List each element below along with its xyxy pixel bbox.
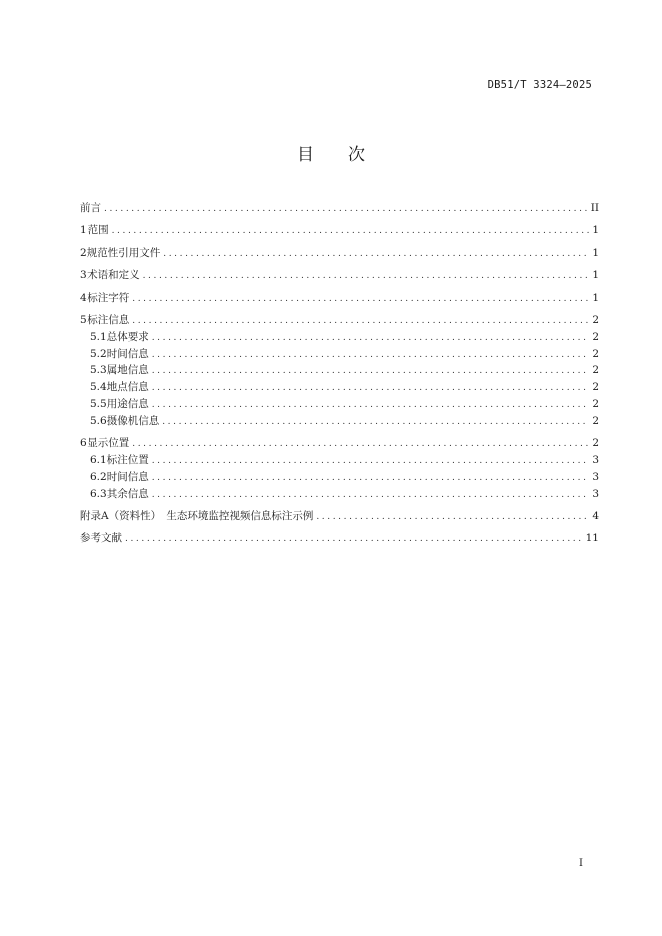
- toc-dot-leader: [125, 531, 583, 548]
- toc-entry-label: 属地信息: [106, 364, 149, 377]
- toc-dot-leader: [143, 268, 590, 285]
- toc-entry-number: 4: [80, 291, 87, 304]
- toc-entry-page: 1: [592, 224, 599, 237]
- toc-entry-number: 5.3: [90, 364, 107, 377]
- toc-entry-page: 1: [592, 246, 599, 259]
- toc-dot-leader: [152, 330, 590, 347]
- toc-entry-number: 5.1: [90, 330, 107, 343]
- toc-entry[interactable]: [80, 486, 599, 503]
- toc-dot-leader: [316, 509, 589, 526]
- toc-entry-label: 其余信息: [106, 487, 149, 500]
- toc-dot-leader: [132, 436, 589, 453]
- toc-entry[interactable]: [80, 469, 599, 486]
- toc-entry-number: 5.5: [90, 397, 107, 410]
- toc-entry[interactable]: [80, 245, 599, 262]
- toc-entry[interactable]: [80, 452, 599, 469]
- toc-entry[interactable]: [80, 200, 599, 217]
- toc-entry-page: 2: [592, 313, 599, 326]
- toc-entry-number: 5.2: [90, 347, 107, 360]
- toc-entry[interactable]: [80, 267, 599, 284]
- toc-dot-leader: [152, 347, 590, 364]
- toc-entry-page: 11: [585, 532, 599, 545]
- toc-entry[interactable]: [80, 222, 599, 239]
- toc-entry-label: 摄像机信息: [106, 414, 160, 427]
- toc-entry-label: 时间信息: [106, 347, 149, 360]
- toc-entry-label: 总体要求: [106, 330, 149, 343]
- toc-dot-leader: [104, 201, 588, 218]
- toc-entry-page: 4: [592, 509, 599, 522]
- toc-dot-leader: [163, 246, 589, 263]
- toc-entry[interactable]: [80, 346, 599, 363]
- document-code: DB51/T 3324—2025: [487, 79, 592, 91]
- toc-entry-number: 5.6: [90, 414, 107, 427]
- toc-entry-page: 2: [592, 364, 599, 377]
- toc-entry-number: 5.4: [90, 381, 107, 394]
- toc-entry-label: 参考文献: [80, 532, 122, 545]
- toc-entry[interactable]: [80, 312, 599, 329]
- toc-entry[interactable]: [80, 530, 599, 547]
- toc-dot-leader: [112, 223, 590, 240]
- toc-dot-leader: [152, 487, 590, 504]
- toc-entry-page: 2: [592, 397, 599, 410]
- toc-entry-number: 6.2: [90, 470, 107, 483]
- toc-dot-leader: [132, 291, 589, 308]
- toc-entry-number: 6.1: [90, 453, 107, 466]
- toc-entry-label: 时间信息: [106, 470, 149, 483]
- toc-entry[interactable]: [80, 290, 599, 307]
- toc-entry[interactable]: [80, 413, 599, 430]
- page-number: I: [579, 858, 583, 869]
- toc-entry[interactable]: [80, 379, 599, 396]
- toc-entry-page: 2: [592, 381, 599, 394]
- toc-entry-label: 显示位置: [87, 437, 130, 450]
- toc-entry[interactable]: [80, 396, 599, 413]
- toc-dot-leader: [132, 313, 589, 330]
- toc-entry-label: 规范性引用文件: [86, 246, 161, 259]
- toc-entry-label: 用途信息: [106, 397, 149, 410]
- toc-entry-label: 术语和定义: [87, 269, 140, 282]
- toc-dot-leader: [152, 397, 590, 414]
- toc-entry-label: 前言: [80, 202, 101, 214]
- toc-entry-number: 5: [80, 313, 87, 326]
- toc-entry-page: 1: [592, 291, 599, 304]
- toc-entry-page: II: [590, 202, 599, 214]
- toc-entry-number: 6.3: [90, 487, 107, 500]
- toc-entry[interactable]: [80, 508, 599, 525]
- toc-dot-leader: [152, 380, 590, 397]
- toc-entry[interactable]: [80, 362, 599, 379]
- title-char-2: 次: [348, 145, 365, 165]
- toc-entry-label: 地点信息: [106, 381, 149, 394]
- toc-entry-number: 1: [80, 224, 87, 237]
- toc-entry-page: 2: [592, 437, 599, 450]
- toc-dot-leader: [152, 363, 590, 380]
- toc-entry-label: 标注位置: [106, 453, 149, 466]
- toc-entry-label: 标注信息: [87, 313, 130, 326]
- toc-entry-page: 2: [592, 414, 599, 427]
- toc-entry-label: 范围: [87, 224, 109, 237]
- toc-entry-page: 3: [592, 470, 599, 483]
- toc-entry-page: 2: [592, 347, 599, 360]
- toc-entry-page: 3: [592, 453, 599, 466]
- toc-dot-leader: [152, 470, 590, 487]
- toc-entry-page: 1: [592, 269, 599, 282]
- toc-entry[interactable]: [80, 435, 599, 452]
- toc-dot-leader: [152, 453, 590, 470]
- toc-entry-page: 3: [592, 487, 599, 500]
- toc-entry-page: 2: [592, 330, 599, 343]
- toc-dot-leader: [162, 414, 589, 431]
- toc-entry-number: 2: [80, 246, 87, 259]
- toc-entry[interactable]: [80, 329, 599, 346]
- title-char-1: 目: [297, 145, 314, 165]
- table-of-contents: [80, 200, 599, 547]
- toc-entry-label: 标注字符: [87, 291, 130, 304]
- toc-entry-number: 3: [80, 269, 87, 282]
- page-title: [0, 140, 662, 165]
- toc-entry-label: 附录A（资料性） 生态环境监控视频信息标注示例: [80, 509, 314, 522]
- toc-entry-number: 6: [80, 437, 87, 450]
